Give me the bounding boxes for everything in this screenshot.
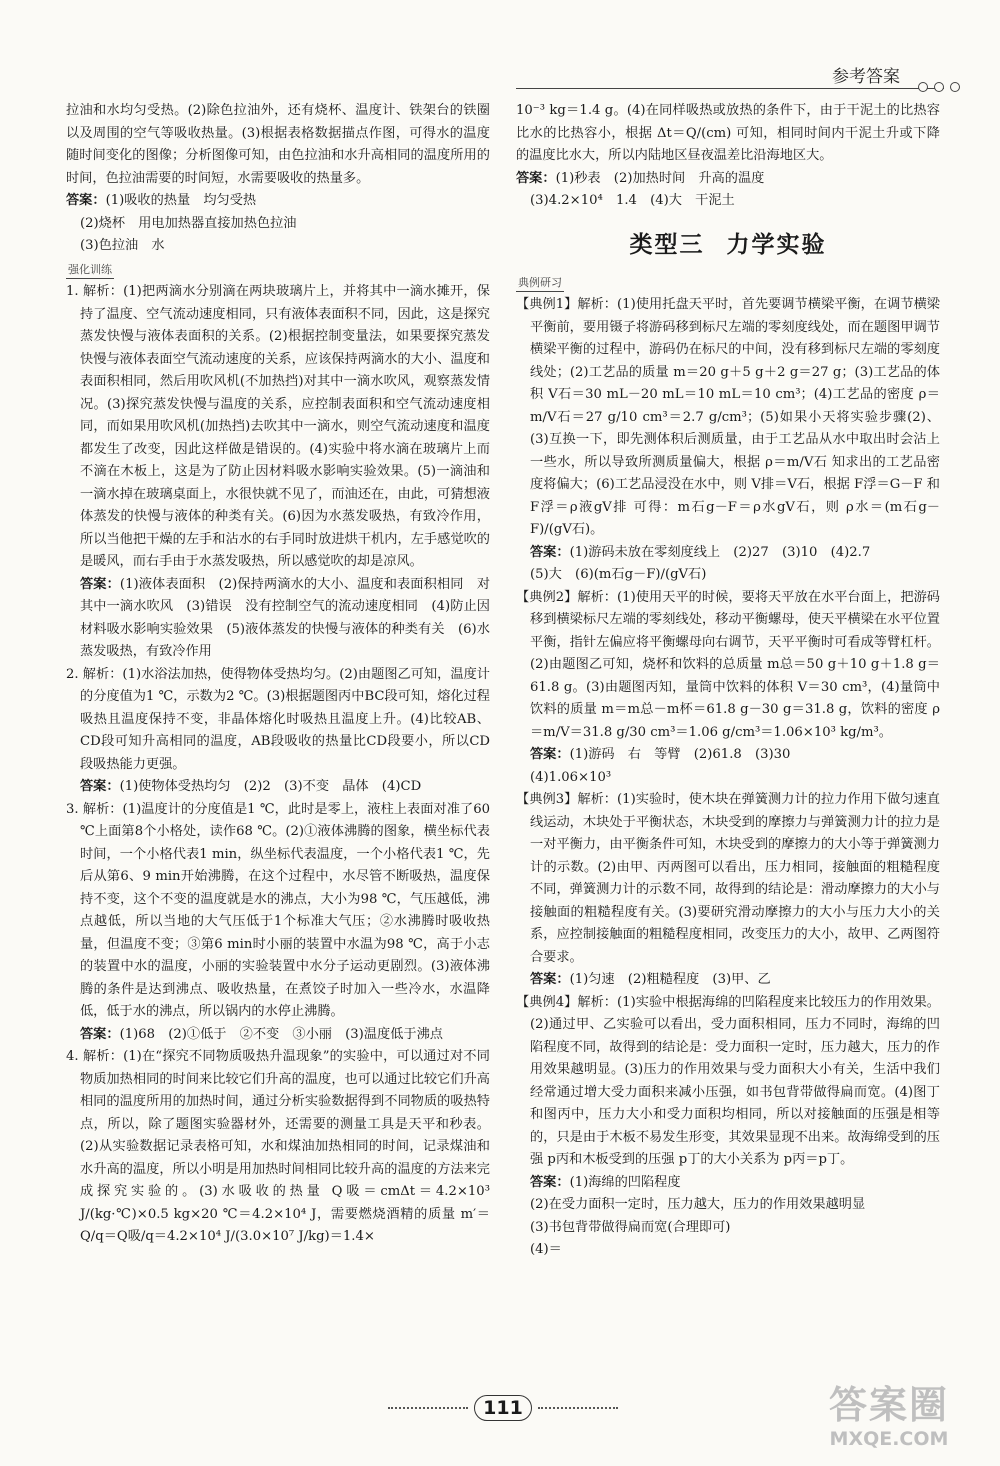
intro-paragraph: 拉油和水均匀受热。(2)除色拉油外，还有烧杯、温度计、铁架台的铁圈以及周围的空气等吸收热量。(3)根据表格数据描点作图，可得水的温度随时间变化的图像；分析图像可知，由色拉油和水升高相同的温度所用的时间，色拉油需要的时间短，水需要吸收的热量多。 [66, 103, 490, 186]
section-tag-examples: 典例研习 [516, 275, 564, 292]
page-number-text: 111 [474, 1395, 532, 1421]
intro-answer-3: (3)色拉油 水 [80, 238, 165, 253]
section-title-topic: 力学实验 [726, 231, 827, 258]
example-4-answer-2: (2)在受力面积一定时，压力越大，压力的作用效果越明显 [530, 1197, 866, 1212]
example-2-answer-1: (1)游码 右 等臂 (2)61.8 (3)30 [569, 747, 791, 762]
right-column [516, 100, 940, 1262]
continued-paragraph: 10⁻³ kg＝1.4 g。(4)在同样吸热或放热的条件下，由于干泥土的比热容比水的比热容小，根据 Δt＝Q/(cm) 可知，相同时间内干泥土升或下降的温度比水大，所以内陆地区昼夜温差比沿海地区大。 [516, 103, 940, 163]
example-3-answer: 答案：(1)匀速 (2)粗糙程度 (3)甲、乙 [530, 972, 771, 987]
header-label: 参考答案 [832, 67, 900, 87]
left-column [66, 100, 490, 1249]
example-4-analysis: 【典例4】解析：(1)实验中根据海绵的凹陷程度来比较压力的作用效果。(2)通过甲、乙实验可以看出，受力面积相同，压力不同时，海绵的凹陷程度不同，故得到的结论是：受力面积一定时，压力越大，压力的作用效果越明显。(3)压力的作用效果与受力面积大小有关，生活中我们经常通过增大受力面积来减小压强，如书包背带做得扁而宽。(4)图丁和图丙中，压力大小和受力面积均相同，所以对接触面的压强是相等的，只是由于木板不易发生形变，其效果显现不出来。故海绵受到的压强 p丙和木板受到的压强 p丁的大小关系为 p丙＝p丁。 [516, 994, 940, 1167]
example-1-answer: 答案：(1)游码未放在零刻度线上 (2)27 (3)10 (4)2.7 [530, 544, 871, 560]
q4-analysis: 4. 解析：(1)在“探究不同物质吸热升温现象”的实验中，可以通过对不同物质加热相同的时间来比较它们升高的温度，也可以通过比较它们升高相同的温度所用的加热时间，通过分析实验数据得到不同物质的吸热特点，所以，除了题图实验器材外，还需要的测量工具是天平和秒表。(2)从实验数据记录表格可知，水和煤油加热相同的时间，记录煤油和水升高的温度，所以小明是用加热时间相同比较升高的温度的方法来完成探究实验的。(3)水吸收的热量 Q吸＝cmΔt＝4.2×10³ J/(kg·℃)×0.5 kg×20 ℃＝4.2×10⁴ J，需要燃烧酒精的质量 m′＝Q/q＝Q吸/q＝4.2×10⁴ J/(3.0×10⁷ J/kg)＝1.4× [66, 1049, 490, 1244]
q1-answer-text: (1)液体表面积 (2)保持两滴水的大小、温度和表面积相同 对其中一滴水吹风 (3)错误 没有控制空气的流动速度相同 (4)防止因材料吸水影响实验效果 (5)液体蒸发的快慢与液体的种类有关 (6)水蒸发吸热，有致冷作用 [80, 576, 491, 659]
section-title-type: 类型三 [629, 231, 705, 258]
continued-answer: 答案：(1)秒表 (2)加热时间 升高的温度 [516, 170, 765, 186]
example-4-answer-3: (3)书包背带做得扁而宽(合理即可) [530, 1219, 731, 1235]
q3-answer: 答案：(1)68 (2)①低于 ②不变 ③小丽 (3)温度低于沸点 [80, 1026, 443, 1042]
example-2-analysis: 【典例2】解析：(1)使用天平的时候，要将天平放在水平台面上，把游码移到横梁标尺左端的零刻线处，移动平衡螺母，使天平横梁在水平位置平衡，指针左偏应将平衡螺母向右调节，天平平衡时可看成等臂杠杆。(2)由题图乙可知，烧杯和饮料的总质量 m总＝50 g＋10 g＋1.8 g＝61.8 g。(3)由题图丙知，量筒中饮料的体积 V＝30 cm³，(4)量筒中饮料的质量 m＝m总－m杯＝61.8 g－30 g＝31.8 g，饮料的密度 ρ＝m/V＝31.8 g/30 cm³＝1.06 g/cm³＝1.06×10³ kg/m³。 [516, 589, 940, 740]
example-4-answer-4: (4)＝ [530, 1242, 562, 1257]
watermark-logo [804, 1382, 974, 1452]
example-2-answer-2: (4)1.06×10³ [530, 769, 612, 785]
example-1-analysis: 【典例1】解析：(1)使用托盘天平时，首先要调节横梁平衡，在调节横梁平衡前，要用镊子将游码移到标尺左端的零刻度线处，而在题图甲调节横梁平衡的过程中，游码仍在标尺的中间，没有移到标尺左端的零刻度线处；(2)工艺品的质量 m＝20 g＋5 g＋2 g＝27 g；(3)工艺品的体积 V石＝30 mL－20 mL＝10 mL＝10 cm³；(4)工艺品的密度 ρ＝m/V石＝27 g/10 cm³＝2.7 g/cm³；(5)如果小天将实验步骤(2)、(3)互换一下，即先测体积后测质量，由于工艺品从水中取出时会沾上一些水，所以导致所测质量偏大，根据 ρ＝m/V石 知求出的工艺品密度将偏大；(6)工艺品浸没在水中，则 V排＝V石，根据 F浮＝G－F 和 F浮＝ρ液gV排 可得：m石g－F＝ρ水gV石，则 ρ水＝(m石g－F)/(gV石)。 [516, 297, 940, 537]
q2-answer: 答案：(1)使物体受热均匀 (2)2 (3)不变 晶体 (4)CD [80, 779, 422, 794]
example-1-answer-1: (1)游码未放在零刻度线上 (2)27 (3)10 (4)2.7 [569, 544, 871, 560]
q3-analysis: 3. 解析：(1)温度计的分度值是1 ℃，此时是零上，液柱上表面对准了60 ℃上面第8个小格处，读作68 ℃。(2)①液体沸腾的图象，横坐标代表时间，一个小格代表1 min，纵坐标代表温度，一个小格代表1 ℃，先后从第6、9 min开始沸腾，在这个过程中，水尽管不断吸热，温度保持不变，这个不变的温度就是水的沸点，大小为98 ℃，气压越低，沸点越低，所以当地的大气压低于1个标准大气压；②水沸腾时吸收热量，但温度不变；③第6 min时小丽的装置中水温为98 ℃，高于小志的装置中水的温度，小丽的实验装置中水分子运动更剧烈。(3)液体沸腾的条件是达到沸点、吸收热量，在煮饺子时加入一些冷水，水温降低，低于水的沸点，所以锅内的水停止沸腾。 [66, 801, 490, 1019]
continued-answer-2: (3)4.2×10⁴ 1.4 (4)大 干泥土 [530, 193, 735, 208]
continued-answer-1: (1)秒表 (2)加热时间 升高的温度 [555, 170, 765, 186]
example-4-answer: 答案：(1)海绵的凹陷程度 [530, 1174, 681, 1190]
header-dots [918, 82, 960, 92]
example-3-answer-text: (1)匀速 (2)粗糙程度 (3)甲、乙 [569, 972, 771, 987]
example-4-answer-1: (1)海绵的凹陷程度 [569, 1174, 681, 1190]
q3-answer-text: (1)68 (2)①低于 ②不变 ③小丽 (3)温度低于沸点 [119, 1026, 443, 1042]
intro-answer-2: (2)烧杯 用电加热器直接加热色拉油 [80, 215, 297, 231]
intro-answer-1: (1)吸收的热量 均匀受热 [105, 193, 257, 208]
example-2-answer: 答案：(1)游码 右 等臂 (2)61.8 (3)30 [530, 747, 791, 762]
section-tag-strengthen: 强化训练 [66, 262, 114, 279]
page-number [388, 1388, 618, 1428]
q1-analysis: 1. 解析：(1)把两滴水分别滴在两块玻璃片上，并将其中一滴水摊开，保持了温度、空气流动速度相同，只有液体表面积不同，因此，这是探究蒸发快慢与液体表面积的关系。(2)根据控制变量法，如果要探究蒸发快慢与液体表面空气流动速度的关系，应该保持两滴水的大小、温度和表面积相同，然后用吹风机(不加热挡)对其中一滴水吹风，观察蒸发情况。(3)探究蒸发快慢与温度的关系，应控制表面积和空气流动速度相同，而如果用吹风机(加热挡)去吹其中一滴水，则空气流动速度和温度都发生了改变，因此这样做是错误的。(4)实验中将水滴在玻璃片上而不滴在木板上，这是为了防止因材料吸水影响实验效果。(5)一滴油和一滴水掉在玻璃桌面上，水很快就不见了，而油还在，由此，可猜想液体蒸发的快慢与液体的种类有关。(6)因为水蒸发吸热，有致冷作用，所以当他把干燥的左手和沾水的右手同时放进烘干机内，左手感觉吹的是暖风，而右手由于水蒸发吸热，所以感觉吹的却是凉风。 [66, 284, 490, 569]
example-1-answer-2: (5)大 (6)(m石g－F)/(gV石) [530, 567, 707, 582]
q1-answer: 答案：(1)液体表面积 (2)保持两滴水的大小、温度和表面积相同 对其中一滴水吹风 (3)错误 没有控制空气的流动速度相同 (4)防止因材料吸水影响实验效果 (5)液体蒸发的快慢与液体的种类有关 (6)水蒸发吸热，有致冷作用 [80, 576, 491, 659]
q2-analysis: 2. 解析：(1)水浴法加热，使得物体受热均匀。(2)由题图乙可知，温度计的分度值为1 ℃，示数为2 ℃。(3)根据题图丙中BC段可知，熔化过程吸热且温度保持不变，非晶体熔化时吸热且温度上升。(4)比较AB、CD段可知升高相同的温度，AB段吸收的热量比CD段要小，所以CD段吸热能力更强。 [66, 666, 490, 772]
section-title [516, 223, 940, 267]
intro-answer: 答案：(1)吸收的热量 均匀受热 [66, 193, 257, 208]
q2-answer-text: (1)使物体受热均匀 (2)2 (3)不变 晶体 (4)CD [119, 779, 422, 794]
example-3-analysis: 【典例3】解析：(1)实验时，使木块在弹簧测力计的拉力作用下做匀速直线运动，木块处于平衡状态，木块受到的摩擦力与弹簧测力计的拉力是一对平衡力，由平衡条件可知，木块受到的摩擦力的大小等于弹簧测力计的示数。(2)由甲、丙两图可以看出，压力相同，接触面的粗糙程度不同，弹簧测力计的示数不同，故得到的结论是：滑动摩擦力的大小与接触面的粗糙程度有关。(3)要研究滑动摩擦力的大小与压力大小的关系，应控制接触面的粗糙程度相同，改变压力的大小，故甲、乙两图符合要求。 [516, 792, 940, 965]
watermark-url: MXQE.COM [829, 1428, 949, 1450]
watermark-text: 答案圈 [828, 1383, 949, 1427]
header-rule [516, 88, 944, 89]
